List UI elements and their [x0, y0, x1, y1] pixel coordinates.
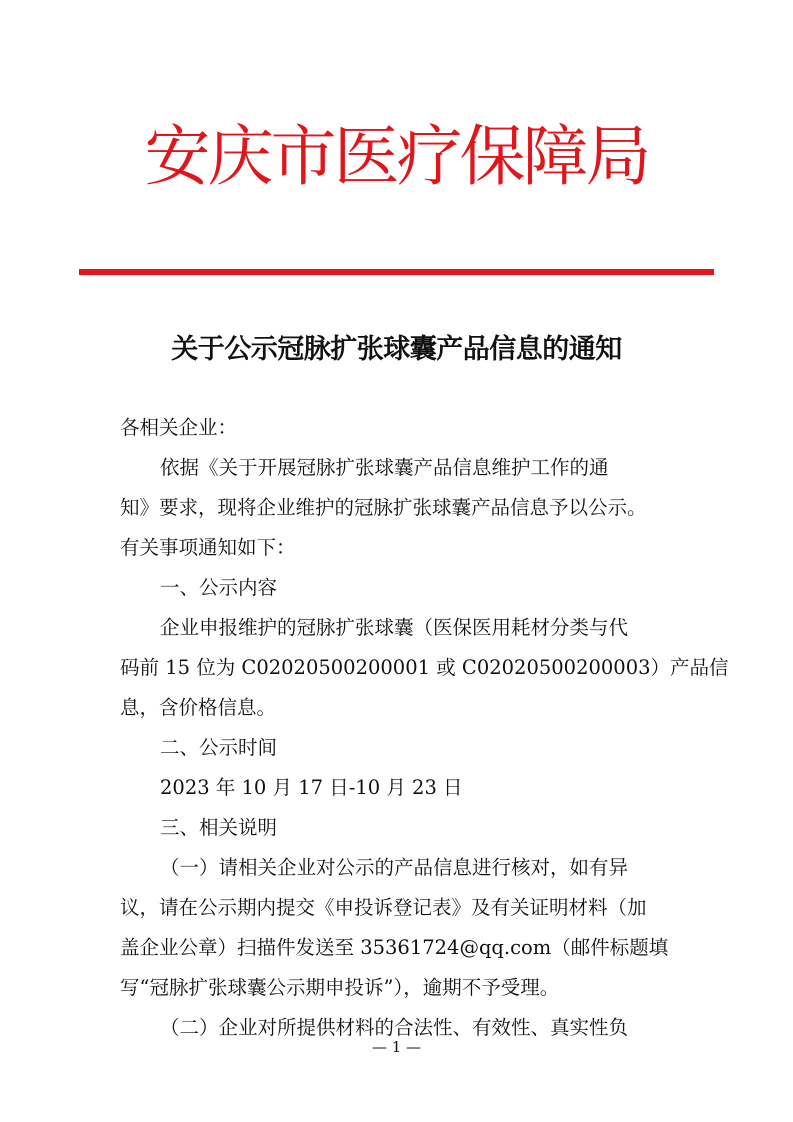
section-line: （一）请相关企业对公示的产品信息进行核对，如有异 [160, 856, 629, 879]
section-heading-content: 一、公示内容 [160, 576, 278, 599]
agency-letterhead: 安庆市医疗保障局 [144, 118, 649, 195]
section-heading-time: 二、公示时间 [160, 736, 278, 759]
section-line: 息，含价格信息。 [120, 696, 277, 719]
section-line: 议，请在公示期内提交《申投诉登记表》及有关证明材料（加 [120, 896, 647, 919]
section-line: 写“冠脉扩张球囊公示期申投诉”），逾期不予受理。 [120, 976, 560, 999]
document-body [120, 408, 729, 1048]
intro-line: 知》要求，现将企业维护的冠脉扩张球囊产品信息予以公示。 [120, 496, 647, 519]
intro-line: 依据《关于开展冠脉扩张球囊产品信息维护工作的通 [160, 456, 609, 479]
salutation: 各相关企业： [120, 416, 238, 439]
intro-line: 有关事项通知如下： [120, 536, 296, 559]
section-heading-notes: 三、相关说明 [160, 816, 278, 839]
red-divider-line [79, 269, 714, 275]
section-line: 2023 年 10 月 17 日-10 月 23 日 [160, 776, 463, 799]
document-title: 关于公示冠脉扩张球囊产品信息的通知 [171, 334, 622, 365]
section-line: 码前 15 位为 C02020500200001 或 C02020500200003）产品信 [120, 656, 729, 679]
section-line: 盖企业公章）扫描件发送至 35361724@qq.com（邮件标题填 [120, 936, 669, 959]
section-line: 企业申报维护的冠脉扩张球囊（医保医用耗材分类与代 [160, 616, 629, 639]
section-line: （二）企业对所提供材料的合法性、有效性、真实性负 [160, 1016, 629, 1039]
page-number: — 1 — [371, 1038, 422, 1056]
